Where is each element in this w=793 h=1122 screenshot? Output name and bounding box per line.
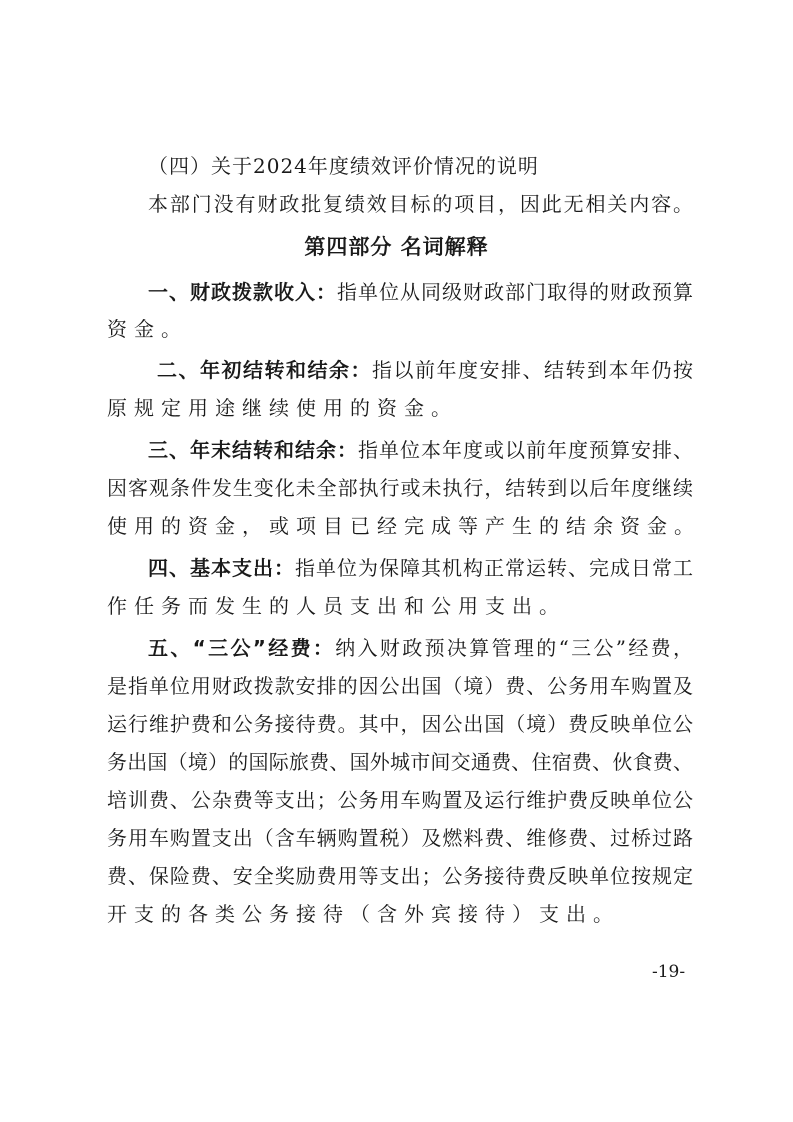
term-text: 务用车购置支出（含车辆购置税）及燃料费、维修费、过桥过路 — [107, 826, 693, 850]
term-label: 四、基本支出： — [148, 556, 295, 580]
term-text: 纳入财政预决算管理的“三公”经费， — [335, 636, 693, 660]
part-heading: 第四部分 名词解释 — [304, 235, 489, 259]
term-text: 作任务而发生的人员支出和公用支出。 — [107, 594, 566, 618]
term-text: 务出国（境）的国际旅费、国外城市间交通费、住宿费、伙食费、 — [107, 750, 693, 774]
term-text: 指单位从同级财政部门取得的财政预算 — [337, 280, 693, 304]
term-text: 指单位为保障其机构正常运转、完成日常工 — [295, 556, 693, 580]
term-label: 五、“三公”经费： — [148, 636, 336, 660]
term-text: 是指单位用财政拨款安排的因公出国（境）费、公务用车购置及 — [107, 674, 693, 698]
term-label: 一、财政拨款收入： — [148, 280, 337, 304]
term-text: 使用的资金，或项目已经完成等产生的结余资金。 — [107, 514, 701, 538]
term-text: 运行维护费和公务接待费。其中，因公出国（境）费反映单位公 — [107, 712, 693, 736]
term-text: 原规定用途继续使用的资金。 — [107, 396, 458, 420]
term-text: 培训费、公杂费等支出；公务用车购置及运行维护费反映单位公 — [107, 788, 693, 812]
term-text: 因客观条件发生变化未全部执行或未执行，结转到以后年度继续 — [107, 476, 693, 500]
term-label: 二、年初结转和结余： — [157, 358, 372, 382]
section-title: （四）关于2024年度绩效评价情况的说明 — [148, 154, 539, 178]
term-label: 三、年末结转和结余： — [148, 438, 358, 462]
term-text: 指单位本年度或以前年度预算安排、 — [358, 438, 693, 462]
page-number: -19- — [652, 962, 686, 982]
term-text: 指以前年度安排、结转到本年仍按 — [372, 358, 693, 382]
term-text: 开支的各类公务接待（含外宾接待）支出。 — [107, 902, 620, 926]
term-text: 资金。 — [107, 317, 188, 341]
section-body: 本部门没有财政批复绩效目标的项目，因此无相关内容。 — [148, 192, 693, 216]
term-text: 费、保险费、安全奖励费用等支出；公务接待费反映单位按规定 — [107, 864, 693, 888]
